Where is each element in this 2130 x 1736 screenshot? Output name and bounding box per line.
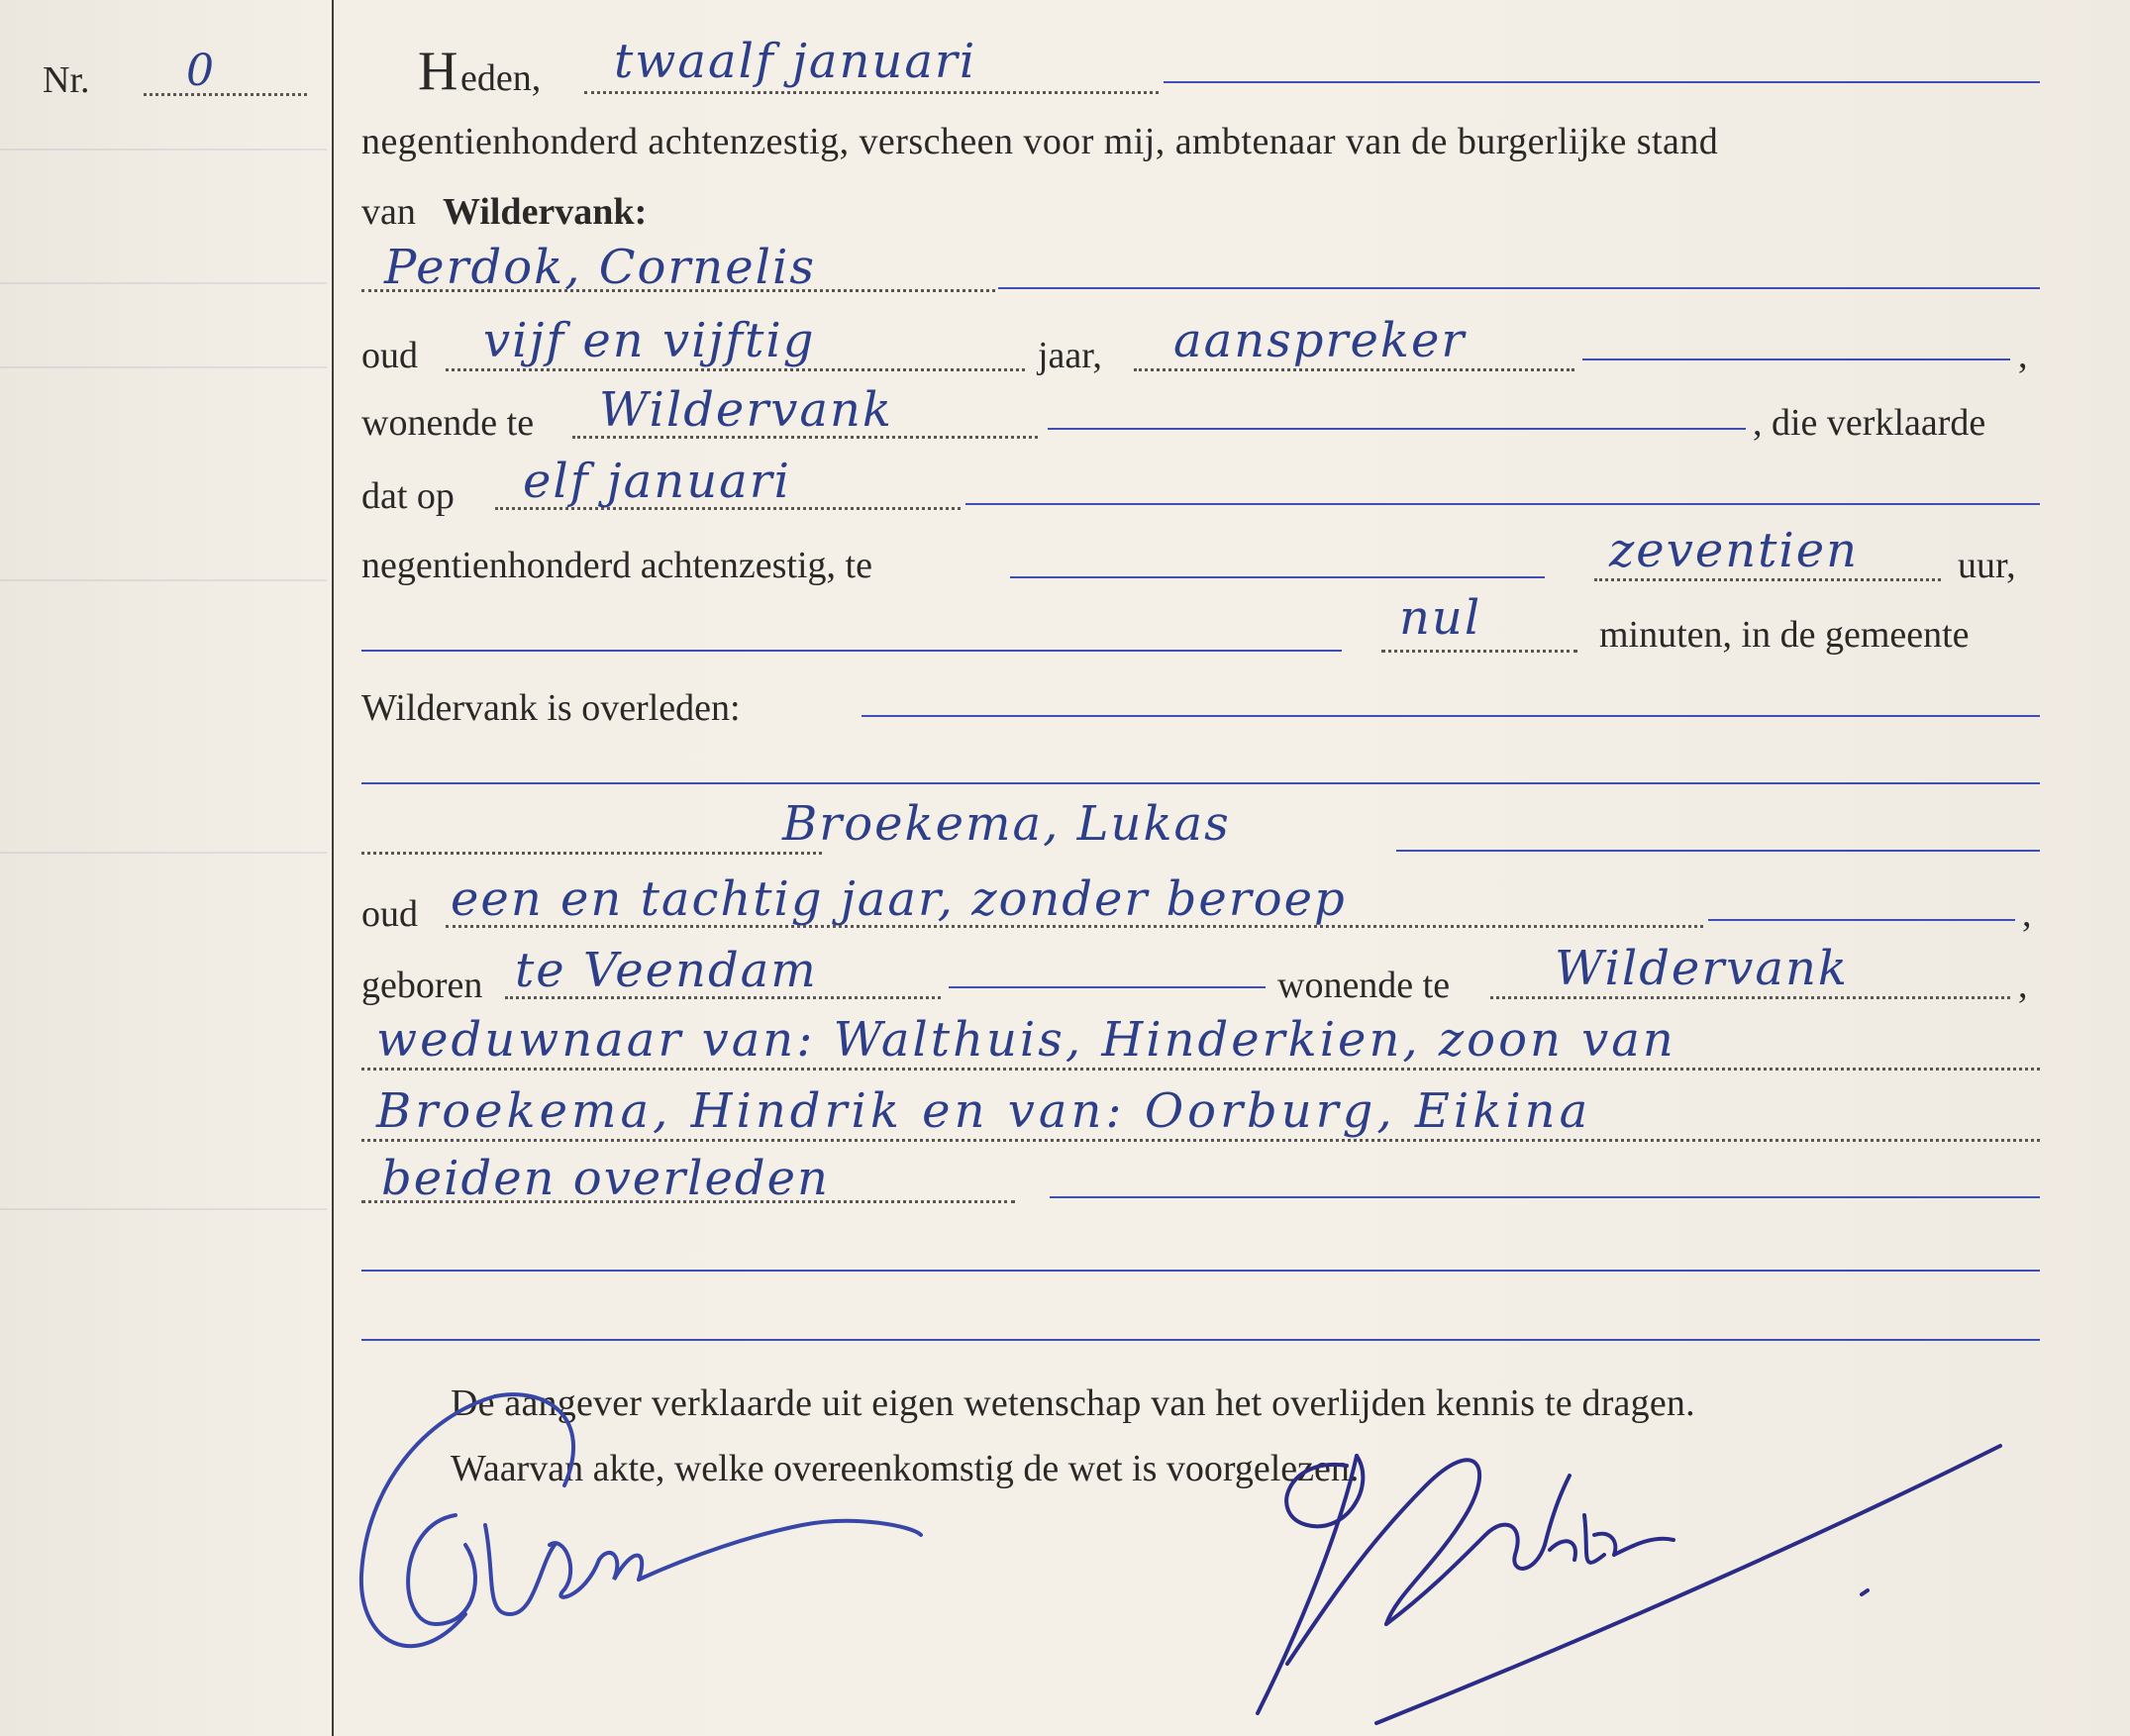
van-label: van — [361, 191, 416, 233]
deceased-residence: Wildervank — [1555, 941, 1850, 996]
widower-dotted-line — [361, 1068, 2040, 1071]
death-hour: zeventien — [1609, 523, 1860, 578]
bleed-through-line — [0, 282, 327, 284]
nr-value: 0 — [186, 46, 216, 96]
fill-line — [862, 715, 2040, 717]
fill-line — [1164, 81, 2040, 83]
deceased-residence-dotted-line — [1490, 996, 2010, 999]
declarant-residence: Wildervank — [599, 382, 894, 438]
bleed-through-line — [0, 366, 327, 368]
bleed-through-line — [0, 1208, 327, 1210]
age-dotted-line — [446, 368, 1025, 371]
parents-line: Broekema, Hindrik en van: Oorburg, Eikina — [376, 1083, 1592, 1139]
waarvan-statement: Waarvan akte, welke overeenkomstig de wet is voorgelezen. — [451, 1448, 1360, 1489]
comma-2: , — [2022, 893, 2032, 935]
death-date: elf januari — [523, 454, 792, 509]
bleed-through-line — [0, 579, 327, 581]
fill-line — [949, 986, 1266, 988]
deceased-age-dotted-line — [446, 925, 1703, 928]
declaration-date: twaalf januari — [614, 34, 977, 89]
declarant-occupation: aanspreker — [1173, 313, 1467, 368]
widower-line: weduwnaar van: Walthuis, Hinderkien, zoon van — [376, 1012, 1676, 1068]
fill-line — [998, 287, 2040, 289]
nr-dotted-line — [144, 93, 307, 96]
heden-label: eden, — [460, 57, 542, 99]
fill-line — [1582, 358, 2010, 360]
geboren-label: geboren — [361, 965, 483, 1006]
death-minutes: nul — [1399, 590, 1482, 646]
bleed-through-line — [0, 852, 327, 854]
year-line-2: negentienhonderd achtenzestig, te — [361, 545, 872, 586]
hour-dotted-line — [1594, 578, 1941, 581]
fill-line — [1396, 850, 2040, 852]
comma: , — [2018, 335, 2028, 376]
heden-initial: H — [418, 41, 458, 102]
margin-divider — [332, 0, 334, 1736]
year-line: negentienhonderd achtenzestig, verscheen voor mij, ambtenaar van de burgerlijke stand — [361, 121, 1719, 162]
fill-line — [361, 782, 2040, 784]
deceased-dotted-line — [361, 852, 822, 855]
occupation-dotted-line — [1134, 368, 1574, 371]
fill-line — [1010, 576, 1545, 578]
fill-line — [361, 650, 1342, 652]
dat-op-label: dat op — [361, 475, 455, 517]
declarant-name: Perdok, Cornelis — [384, 240, 816, 295]
uur-label: uur, — [1958, 545, 2016, 586]
wonende-te-label: wonende te — [361, 402, 535, 444]
fill-line — [361, 1270, 2040, 1272]
fill-line — [1050, 1196, 2040, 1198]
oud-label-2: oud — [361, 893, 418, 935]
fill-line — [361, 1339, 2040, 1341]
declarant-age: vijf en vijftig — [483, 313, 816, 368]
deceased-name: Broekema, Lukas — [782, 796, 1231, 852]
comma-3: , — [2018, 965, 2028, 1006]
aangever-statement: De aangever verklaarde uit eigen wetenschap van het overlijden kennis te dragen. — [451, 1382, 1695, 1424]
municipality-name: Wildervank: — [443, 191, 648, 233]
birthplace: te Veendam — [515, 943, 818, 998]
nr-label: Nr. — [43, 59, 90, 101]
minutes-dotted-line — [1381, 650, 1577, 653]
signature-left — [337, 1377, 951, 1703]
date-dotted-line — [584, 91, 1159, 94]
oud-label: oud — [361, 335, 418, 376]
fill-line — [965, 503, 2040, 505]
minuten-label: minuten, in de gemeente — [1599, 614, 1970, 656]
die-verklaarde-label: , die verklaarde — [1753, 402, 1986, 444]
overleden-label: Wildervank is overleden: — [361, 687, 741, 729]
fill-line — [1048, 428, 1746, 430]
parents-deceased-line: beiden overleden — [381, 1151, 830, 1206]
parents-dotted-line — [361, 1139, 2040, 1142]
wonende-te-label-2: wonende te — [1277, 965, 1451, 1006]
signature-right — [1228, 1426, 2020, 1733]
jaar-label: jaar, — [1038, 335, 1102, 376]
bleed-through-line — [0, 149, 327, 151]
fill-line — [1708, 919, 2015, 921]
deceased-age: een en tachtig jaar, zonder beroep — [451, 871, 1347, 927]
